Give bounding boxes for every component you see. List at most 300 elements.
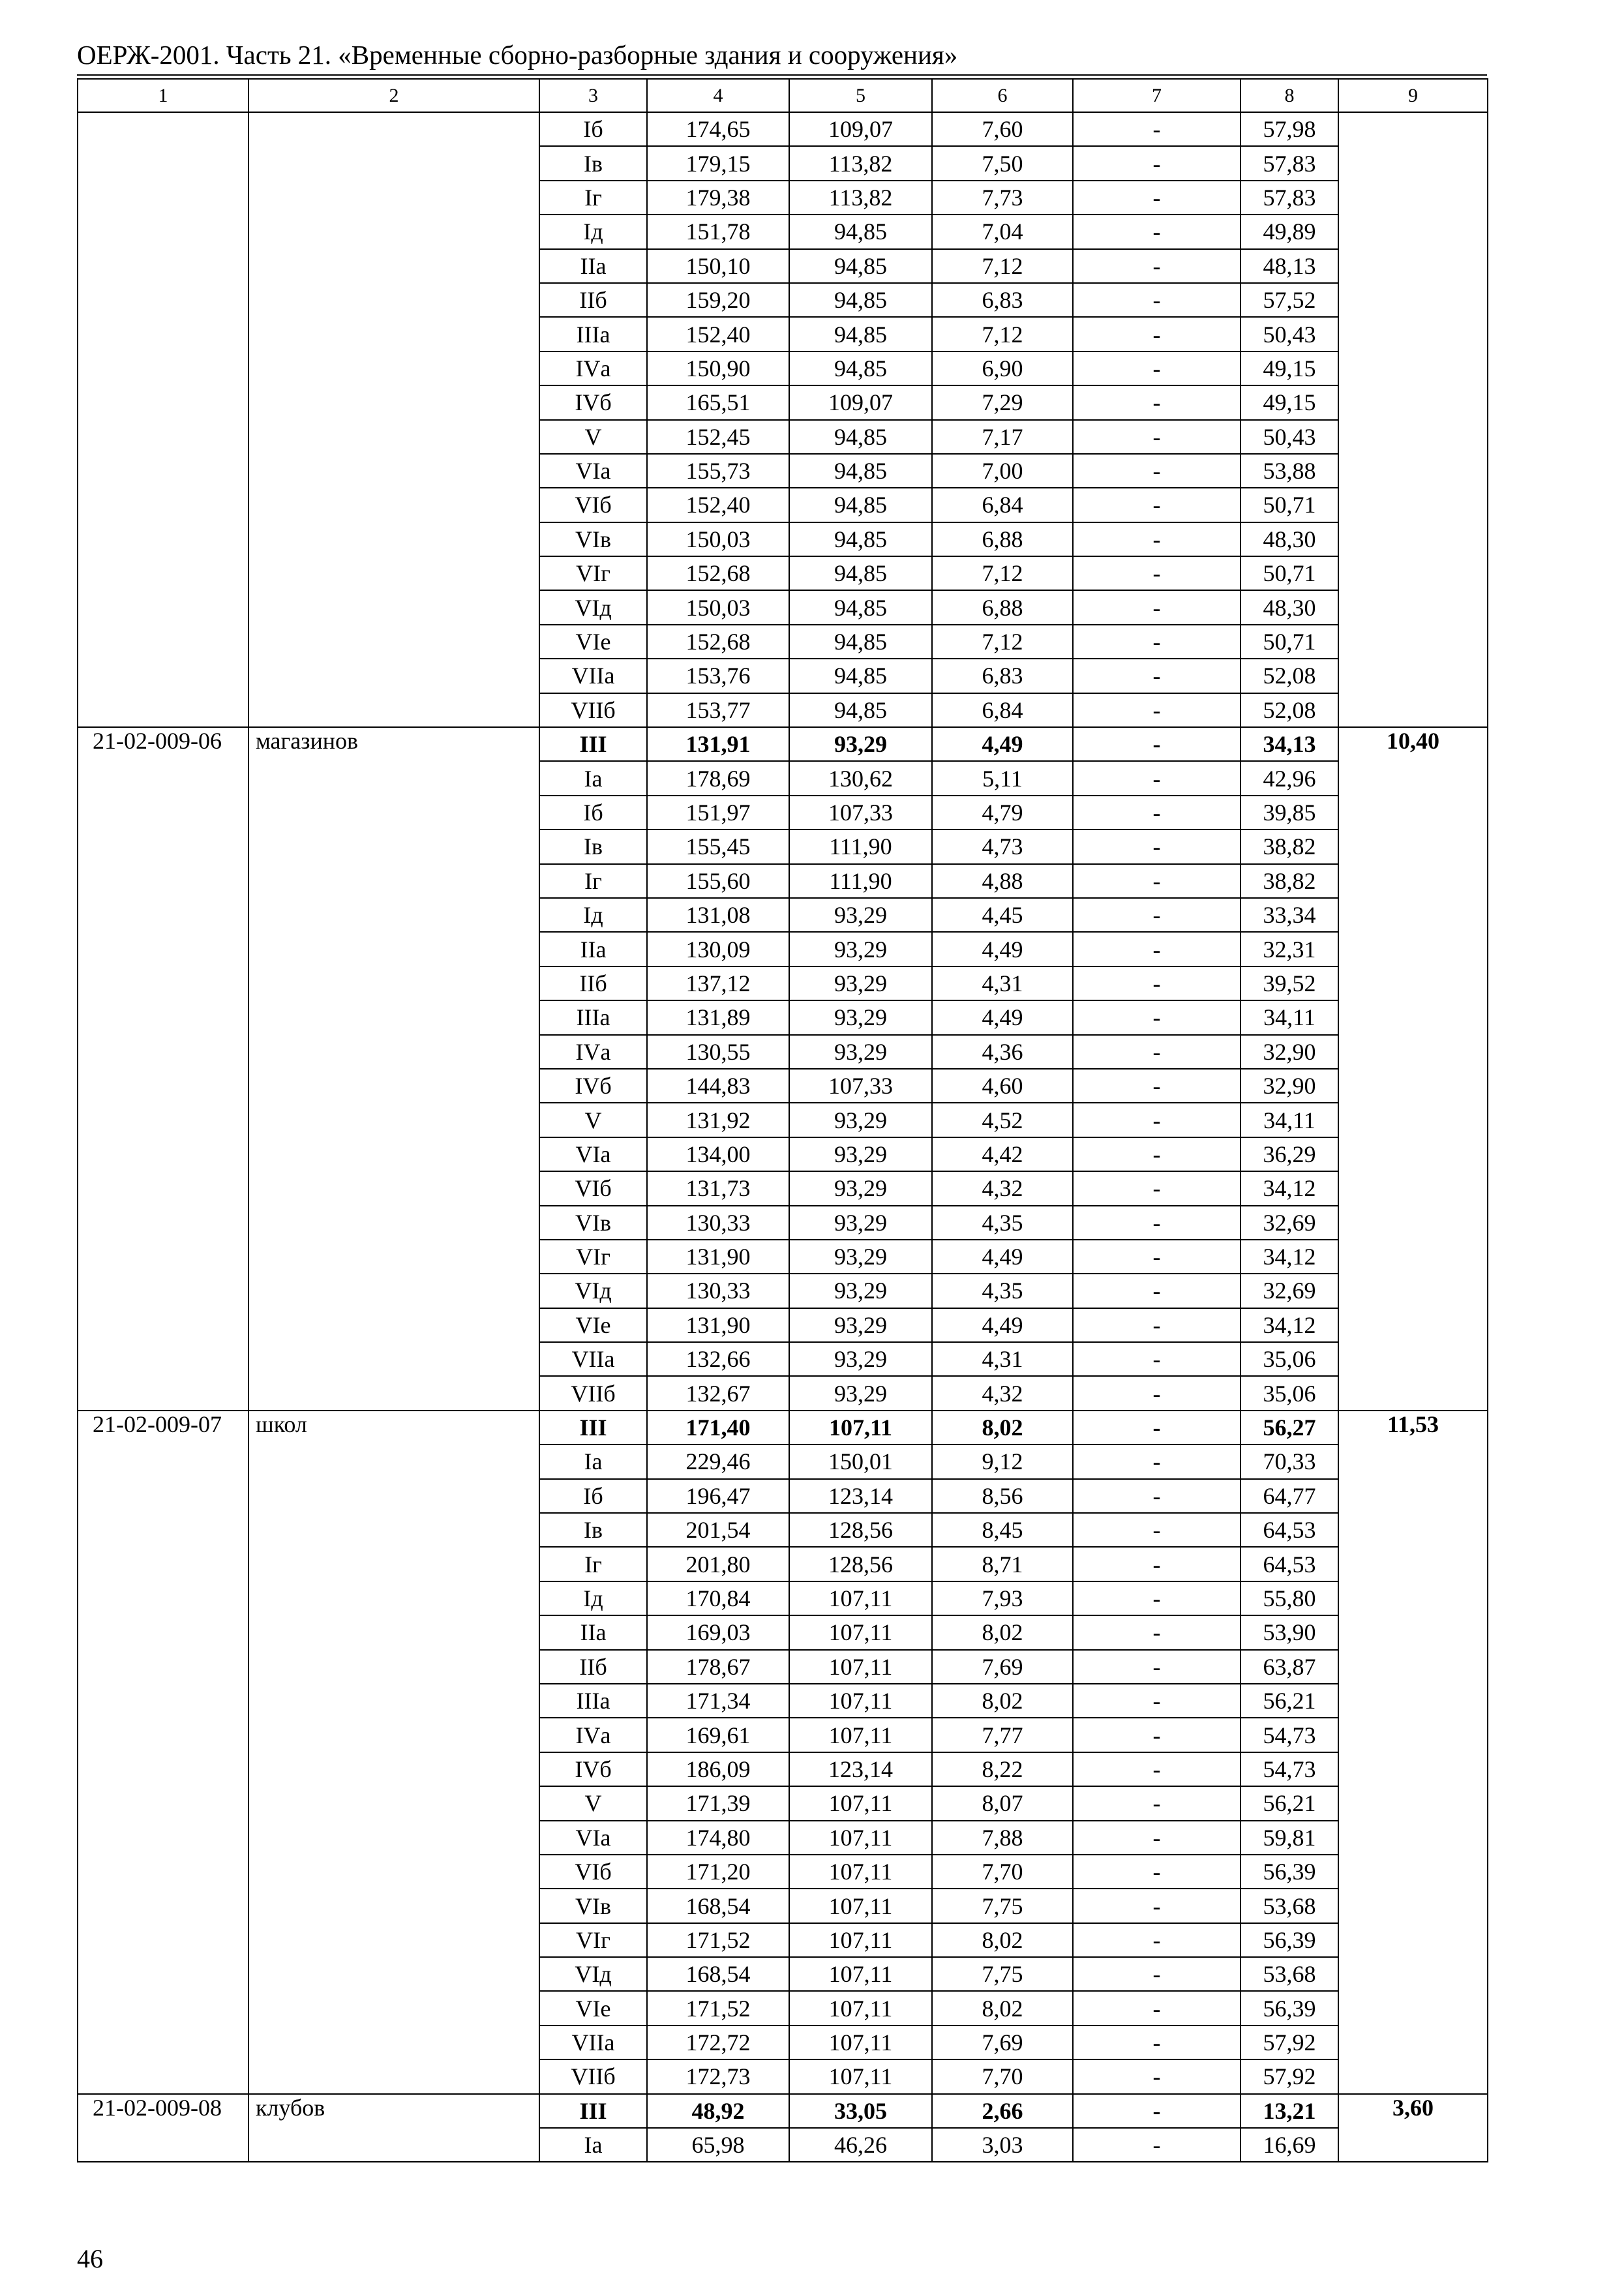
table-cell: - [1073, 385, 1241, 419]
table-cell: 56,39 [1241, 1855, 1338, 1889]
table-cell: 107,11 [789, 1889, 932, 1922]
table-cell: 94,85 [789, 693, 932, 727]
table-cell: VIб [539, 1855, 647, 1889]
table-cell: 150,01 [789, 1444, 932, 1478]
table-cell: 54,73 [1241, 1718, 1338, 1752]
table-cell: 7,69 [932, 1650, 1073, 1684]
table-cell: - [1073, 146, 1241, 180]
column-number: 3 [539, 79, 647, 112]
table-cell: III [539, 1411, 647, 1444]
table-cell: Iв [539, 1513, 647, 1547]
table-cell: 94,85 [789, 556, 932, 590]
table-cell: 131,92 [647, 1103, 789, 1137]
table-cell: - [1073, 1444, 1241, 1478]
table-cell: IVа [539, 1718, 647, 1752]
table-cell: 109,07 [789, 385, 932, 419]
table-cell: 131,90 [647, 1240, 789, 1274]
table-cell: 107,11 [789, 1923, 932, 1957]
name-cell [248, 112, 539, 727]
table-cell: - [1073, 1547, 1241, 1581]
table-cell: 4,35 [932, 1274, 1073, 1308]
table-cell: III [539, 727, 647, 761]
table-cell: 4,73 [932, 830, 1073, 863]
table-cell: 33,05 [789, 2094, 932, 2128]
table-cell: 94,85 [789, 215, 932, 248]
section-name: клубов [248, 2094, 539, 2162]
table-cell: 32,69 [1241, 1274, 1338, 1308]
table-cell: IIб [539, 283, 647, 317]
table-cell: VIг [539, 556, 647, 590]
table-cell: - [1073, 1240, 1241, 1274]
table-cell: Iв [539, 146, 647, 180]
table-cell: 7,75 [932, 1889, 1073, 1922]
table-cell: - [1073, 1991, 1241, 2025]
table-cell: 64,53 [1241, 1513, 1338, 1547]
table-cell: 7,75 [932, 1957, 1073, 1991]
table-cell: 49,89 [1241, 215, 1338, 248]
table-cell: - [1073, 1035, 1241, 1069]
table-cell: 171,34 [647, 1684, 789, 1718]
table-cell: 178,67 [647, 1650, 789, 1684]
table-cell: 55,80 [1241, 1581, 1338, 1615]
table-cell: 53,90 [1241, 1615, 1338, 1649]
table-cell: 107,11 [789, 1684, 932, 1718]
table-cell: 169,61 [647, 1718, 789, 1752]
table-cell: IIа [539, 1615, 647, 1649]
table-cell: 130,09 [647, 932, 789, 966]
table-cell: 152,45 [647, 420, 789, 454]
table-cell: 201,54 [647, 1513, 789, 1547]
table-cell: - [1073, 1581, 1241, 1615]
table-cell: 3,03 [932, 2128, 1073, 2162]
table-cell: 4,32 [932, 1171, 1073, 1205]
table-cell: 178,69 [647, 761, 789, 795]
column-number: 4 [647, 79, 789, 112]
table-cell: 5,11 [932, 761, 1073, 795]
table-cell: - [1073, 1206, 1241, 1240]
table-cell: - [1073, 249, 1241, 283]
column-number: 8 [1241, 79, 1338, 112]
section-name: магазинов [248, 727, 539, 1411]
table-cell: 152,40 [647, 488, 789, 522]
table-cell: - [1073, 112, 1241, 146]
table-cell: 4,42 [932, 1137, 1073, 1171]
table-cell: 170,84 [647, 1581, 789, 1615]
table-cell: 151,78 [647, 215, 789, 248]
table-cell: 137,12 [647, 966, 789, 1000]
table-cell: 4,32 [932, 1376, 1073, 1410]
table-cell: 94,85 [789, 283, 932, 317]
table-cell: 132,67 [647, 1376, 789, 1410]
table-cell: 4,35 [932, 1206, 1073, 1240]
table-cell: 64,77 [1241, 1479, 1338, 1513]
table-cell: - [1073, 215, 1241, 248]
table-cell: VIIа [539, 1342, 647, 1376]
table-cell: 172,73 [647, 2059, 789, 2093]
table-cell: 53,88 [1241, 454, 1338, 488]
table-cell: - [1073, 1103, 1241, 1137]
table-cell: 93,29 [789, 1035, 932, 1069]
table-cell: 134,00 [647, 1137, 789, 1171]
column-number: 6 [932, 79, 1073, 112]
table-cell: Iб [539, 796, 647, 830]
table-cell: 6,84 [932, 488, 1073, 522]
table-cell: VIд [539, 1957, 647, 1991]
table-cell: Iа [539, 1444, 647, 1478]
table-cell: - [1073, 966, 1241, 1000]
table-cell: 4,52 [932, 1103, 1073, 1137]
table-cell: 174,65 [647, 112, 789, 146]
table-cell: - [1073, 864, 1241, 898]
table-cell: IVб [539, 385, 647, 419]
section-total: 3,60 [1338, 2094, 1488, 2162]
table-cell: VIд [539, 590, 647, 624]
table-cell: - [1073, 2128, 1241, 2162]
table-cell: 7,77 [932, 1718, 1073, 1752]
section-code: 21-02-009-06 [78, 727, 248, 1411]
table-cell: 4,79 [932, 796, 1073, 830]
table-cell: 131,90 [647, 1308, 789, 1342]
table-cell: 132,66 [647, 1342, 789, 1376]
table-cell: 8,02 [932, 1923, 1073, 1957]
table-cell: 94,85 [789, 522, 932, 556]
table-cell: IIIа [539, 1000, 647, 1034]
table-cell: 7,17 [932, 420, 1073, 454]
table-cell: VIв [539, 1206, 647, 1240]
section-code: 21-02-009-08 [78, 2094, 248, 2162]
table-cell: 93,29 [789, 932, 932, 966]
table-cell: 6,83 [932, 283, 1073, 317]
table-cell: 32,90 [1241, 1035, 1338, 1069]
table-cell: 107,11 [789, 2026, 932, 2059]
table-cell: 53,68 [1241, 1957, 1338, 1991]
table-cell: 111,90 [789, 830, 932, 863]
table-cell: 153,77 [647, 693, 789, 727]
table-cell: 169,03 [647, 1615, 789, 1649]
table-cell: 93,29 [789, 1000, 932, 1034]
table-cell: 7,69 [932, 2026, 1073, 2059]
table-cell: 107,11 [789, 1821, 932, 1855]
section-total: 11,53 [1338, 1411, 1488, 2094]
table-cell: - [1073, 1684, 1241, 1718]
table-cell: 174,80 [647, 1821, 789, 1855]
column-number: 1 [78, 79, 248, 112]
table-cell: 56,39 [1241, 1923, 1338, 1957]
table-cell: 128,56 [789, 1547, 932, 1581]
table-cell: VIв [539, 522, 647, 556]
table-cell: - [1073, 830, 1241, 863]
table-cell: - [1073, 1752, 1241, 1786]
table-cell: 6,88 [932, 590, 1073, 624]
table-cell: - [1073, 1923, 1241, 1957]
table-cell: 42,96 [1241, 761, 1338, 795]
table-cell: 48,30 [1241, 522, 1338, 556]
table-cell: - [1073, 1786, 1241, 1820]
table-cell: 57,83 [1241, 181, 1338, 215]
table-cell: V [539, 1103, 647, 1137]
table-cell: 131,89 [647, 1000, 789, 1034]
table-cell: 171,40 [647, 1411, 789, 1444]
section-header-row [78, 2094, 1488, 2128]
table-cell: 35,06 [1241, 1342, 1338, 1376]
table-cell: 151,97 [647, 796, 789, 830]
table-cell: 4,49 [932, 727, 1073, 761]
table-cell: 229,46 [647, 1444, 789, 1478]
table-cell: 159,20 [647, 283, 789, 317]
table-cell: 172,72 [647, 2026, 789, 2059]
table-cell: - [1073, 522, 1241, 556]
table-cell: 7,04 [932, 215, 1073, 248]
table-cell: 56,27 [1241, 1411, 1338, 1444]
table-cell: 152,68 [647, 625, 789, 659]
table-cell: 144,83 [647, 1069, 789, 1103]
table-cell: - [1073, 796, 1241, 830]
table-cell: 48,92 [647, 2094, 789, 2128]
table-cell: - [1073, 761, 1241, 795]
table-cell: 32,90 [1241, 1069, 1338, 1103]
table-cell: 4,49 [932, 1000, 1073, 1034]
table-cell: 165,51 [647, 385, 789, 419]
column-number: 9 [1338, 79, 1488, 112]
table-cell: - [1073, 454, 1241, 488]
column-number: 5 [789, 79, 932, 112]
table-cell: 93,29 [789, 1308, 932, 1342]
section-header-row [78, 727, 1488, 761]
table-cell: 36,29 [1241, 1137, 1338, 1171]
table-cell: 93,29 [789, 1171, 932, 1205]
table-cell: 7,73 [932, 181, 1073, 215]
table-cell: 168,54 [647, 1889, 789, 1922]
table-cell: - [1073, 1513, 1241, 1547]
table-cell: 107,11 [789, 1650, 932, 1684]
table-cell: 107,11 [789, 1957, 932, 1991]
table-cell: 94,85 [789, 590, 932, 624]
table-cell: 38,82 [1241, 864, 1338, 898]
table-cell: 93,29 [789, 1240, 932, 1274]
table-cell: 107,11 [789, 1718, 932, 1752]
table-cell: - [1073, 932, 1241, 966]
table-cell: 155,73 [647, 454, 789, 488]
table-cell: 94,85 [789, 454, 932, 488]
table-cell: 107,11 [789, 1991, 932, 2025]
table-cell: 94,85 [789, 420, 932, 454]
table-cell: - [1073, 1957, 1241, 1991]
table-cell: - [1073, 352, 1241, 385]
table-cell: - [1073, 1889, 1241, 1922]
table-cell: 150,03 [647, 522, 789, 556]
table-cell: - [1073, 2026, 1241, 2059]
table-cell: 109,07 [789, 112, 932, 146]
table-cell: 93,29 [789, 898, 932, 932]
table-cell: 64,53 [1241, 1547, 1338, 1581]
table-cell: 130,55 [647, 1035, 789, 1069]
table-cell: 6,84 [932, 693, 1073, 727]
table-cell: 54,73 [1241, 1752, 1338, 1786]
table-cell: 7,12 [932, 317, 1073, 351]
table-cell: 4,31 [932, 1342, 1073, 1376]
table-cell: - [1073, 1000, 1241, 1034]
table-cell: 57,83 [1241, 146, 1338, 180]
table-row [78, 112, 1488, 146]
table-cell: 39,85 [1241, 796, 1338, 830]
table-cell: 179,15 [647, 146, 789, 180]
table-cell: 123,14 [789, 1479, 932, 1513]
table-cell: 57,92 [1241, 2059, 1338, 2093]
table-cell: 65,98 [647, 2128, 789, 2162]
table-cell: 56,21 [1241, 1684, 1338, 1718]
table-cell: III [539, 2094, 647, 2128]
table-cell: - [1073, 625, 1241, 659]
table-cell: 50,43 [1241, 420, 1338, 454]
table-cell: IIб [539, 1650, 647, 1684]
table-cell: IIа [539, 249, 647, 283]
table-cell: 130,62 [789, 761, 932, 795]
table-cell: 150,03 [647, 590, 789, 624]
table-cell: 53,68 [1241, 1889, 1338, 1922]
table-cell: VIг [539, 1240, 647, 1274]
table-cell: 107,11 [789, 1855, 932, 1889]
table-cell: - [1073, 556, 1241, 590]
table-cell: 57,98 [1241, 112, 1338, 146]
table-cell: IIIа [539, 317, 647, 351]
column-number-row [78, 79, 1488, 112]
table-cell: - [1073, 1376, 1241, 1410]
table-cell: VIIа [539, 659, 647, 693]
table-cell: Iа [539, 2128, 647, 2162]
table-cell: Iа [539, 761, 647, 795]
table-cell: - [1073, 898, 1241, 932]
table-cell: 7,50 [932, 146, 1073, 180]
table-cell: 179,38 [647, 181, 789, 215]
table-cell: - [1073, 1342, 1241, 1376]
table-cell: 171,39 [647, 1786, 789, 1820]
table-cell: VIа [539, 454, 647, 488]
table-cell: 93,29 [789, 1342, 932, 1376]
code-cell [78, 112, 248, 727]
table-cell: 107,11 [789, 2059, 932, 2093]
table-cell: IVа [539, 1035, 647, 1069]
table-cell: 34,11 [1241, 1103, 1338, 1137]
table-cell: 7,00 [932, 454, 1073, 488]
table-cell: VIд [539, 1274, 647, 1308]
table-cell: 2,66 [932, 2094, 1073, 2128]
table-cell: 7,70 [932, 1855, 1073, 1889]
table-cell: 32,69 [1241, 1206, 1338, 1240]
table-cell: 113,82 [789, 181, 932, 215]
table-cell: 63,87 [1241, 1650, 1338, 1684]
table-cell: 50,71 [1241, 625, 1338, 659]
table-cell: - [1073, 1821, 1241, 1855]
table-cell: - [1073, 1479, 1241, 1513]
table-cell: 155,45 [647, 830, 789, 863]
table-cell: 123,14 [789, 1752, 932, 1786]
table-cell: 7,70 [932, 2059, 1073, 2093]
table-cell: - [1073, 2059, 1241, 2093]
table-cell: 168,54 [647, 1957, 789, 1991]
table-cell: 93,29 [789, 727, 932, 761]
table-cell: 32,31 [1241, 932, 1338, 966]
table-cell: 4,36 [932, 1035, 1073, 1069]
table-cell: 94,85 [789, 659, 932, 693]
table-cell: IIб [539, 966, 647, 1000]
page-number: 46 [77, 2244, 103, 2273]
table-cell: - [1073, 1069, 1241, 1103]
table-cell: 34,11 [1241, 1000, 1338, 1034]
table-cell: 50,71 [1241, 556, 1338, 590]
table-cell: - [1073, 181, 1241, 215]
table-cell: Iб [539, 1479, 647, 1513]
table-cell: Iд [539, 215, 647, 248]
table-cell: 6,88 [932, 522, 1073, 556]
table-cell: VIа [539, 1821, 647, 1855]
table-cell: VIIб [539, 1376, 647, 1410]
table-cell: - [1073, 1650, 1241, 1684]
table-cell: 111,90 [789, 864, 932, 898]
table-cell: 34,12 [1241, 1308, 1338, 1342]
table-cell: 94,85 [789, 488, 932, 522]
table-cell: 94,85 [789, 249, 932, 283]
table-cell: 93,29 [789, 1376, 932, 1410]
table-cell: - [1073, 727, 1241, 761]
table-cell: - [1073, 317, 1241, 351]
table-cell: VIа [539, 1137, 647, 1171]
table-cell: - [1073, 1718, 1241, 1752]
table-cell: 4,49 [932, 1308, 1073, 1342]
section-total: 10,40 [1338, 727, 1488, 1411]
table-cell: 171,52 [647, 1991, 789, 2025]
table-cell: VIб [539, 1171, 647, 1205]
table-cell: 8,02 [932, 1615, 1073, 1649]
table-cell: 94,85 [789, 317, 932, 351]
table-cell: 70,33 [1241, 1444, 1338, 1478]
table-cell: - [1073, 2094, 1241, 2128]
table-cell: 201,80 [647, 1547, 789, 1581]
table-cell: 59,81 [1241, 1821, 1338, 1855]
rates-table [77, 78, 1488, 2162]
table-cell: 49,15 [1241, 385, 1338, 419]
table-cell: 6,83 [932, 659, 1073, 693]
table-cell: 34,13 [1241, 727, 1338, 761]
header-rule [77, 74, 1487, 76]
section-header-row [78, 1411, 1488, 1444]
table-cell: 38,82 [1241, 830, 1338, 863]
table-cell: 152,40 [647, 317, 789, 351]
table-cell: VIIб [539, 693, 647, 727]
table-cell: VIе [539, 625, 647, 659]
table-cell: VIIа [539, 2026, 647, 2059]
section-code: 21-02-009-07 [78, 1411, 248, 2094]
table-cell: Iб [539, 112, 647, 146]
table-cell: 152,68 [647, 556, 789, 590]
table-cell: VIIб [539, 2059, 647, 2093]
table-cell: 107,11 [789, 1411, 932, 1444]
table-cell: 57,52 [1241, 283, 1338, 317]
table-cell: 50,71 [1241, 488, 1338, 522]
table-cell: Iд [539, 1581, 647, 1615]
table-cell: V [539, 1786, 647, 1820]
table-cell: 6,90 [932, 352, 1073, 385]
table-cell: - [1073, 1137, 1241, 1171]
table-cell: 130,33 [647, 1206, 789, 1240]
table-cell: 7,12 [932, 249, 1073, 283]
table-cell: VIб [539, 488, 647, 522]
table-cell: 93,29 [789, 1274, 932, 1308]
table-cell: - [1073, 420, 1241, 454]
table-cell: 4,31 [932, 966, 1073, 1000]
table-cell: Iд [539, 898, 647, 932]
table-cell: 128,56 [789, 1513, 932, 1547]
table-cell: 93,29 [789, 966, 932, 1000]
